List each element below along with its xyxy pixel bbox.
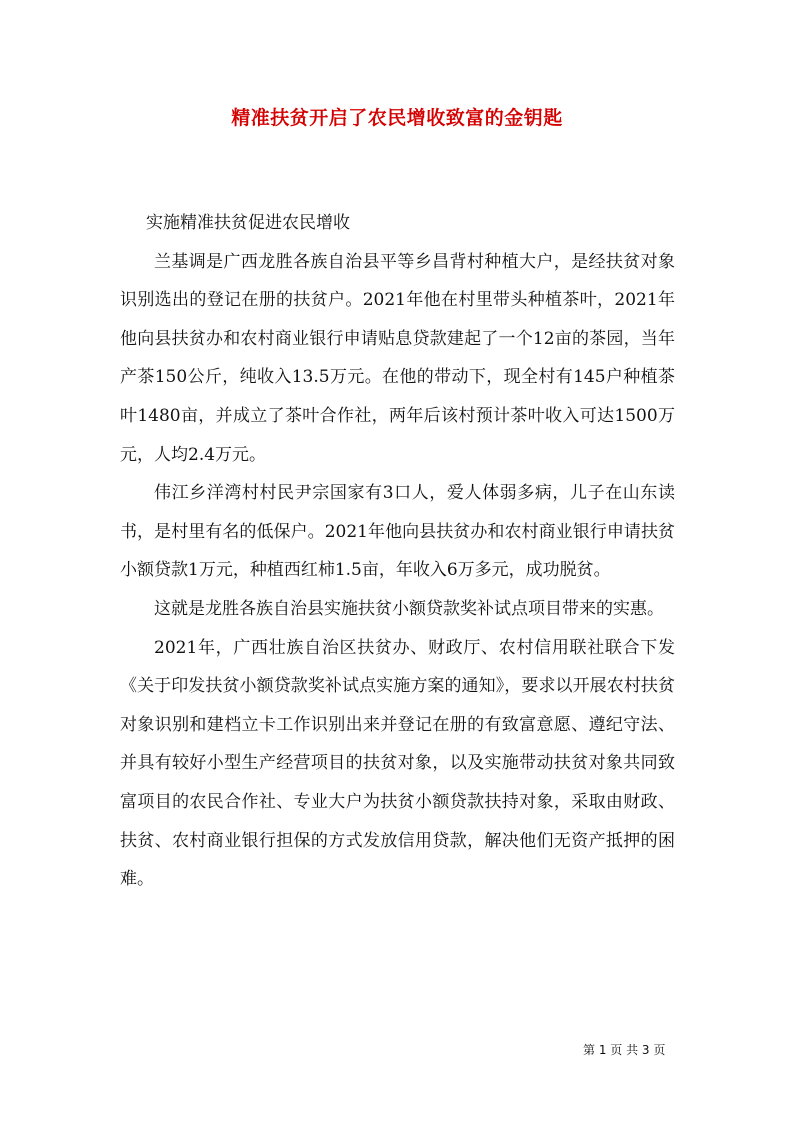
page-number-footer: 第 1 页 共 3 页	[583, 1043, 666, 1057]
paragraph-3: 这就是龙胜各族自治县实施扶贫小额贷款奖补试点项目带来的实惠。	[154, 598, 664, 619]
paragraph-2: 伟江乡洋湾村村民尹宗国家有3口人，爱人体弱多病，儿子在山东读书，是村里有名的低保户。2021年他向县扶贫办和农村商业银行申请扶贫小额贷款1万元，种植西红柿1.5亩，年收入6万多元，成功脱贫。	[120, 483, 675, 581]
paragraph-4: 2021年，广西壮族自治区扶贫办、财政厅、农村信用联社联合下发《关于印发扶贫小额贷款奖补试点实施方案的通知》，要求以开展农村扶贫对象识别和建档立卡工作识别出来并登记在册的有致富意愿、遵纪守法、并具有较好小型生产经营项目的扶贫对象，以及实施带动扶贫对象共同致富项目的农民合作社、专业大户为扶贫小额贷款扶持对象，采取由财政、扶贫、农村商业银行担保的方式发放信用贷款，解决他们无资产抵押的困难。	[120, 637, 675, 890]
paragraph-1: 兰基调是广西龙胜各族自治县平等乡昌背村种植大户，是经扶贫对象识别选出的登记在册的扶贫户。2021年他在村里带头种植茶叶，2021年他向县扶贫办和农村商业银行申请贴息贷款建起了一个12亩的茶园，当年产茶150公斤，纯收入13.5万元。在他的带动下，现全村有145户种植茶叶1480亩，并成立了茶叶合作社，两年后该村预计茶叶收入可达1500万元，人均2.4万元。	[120, 251, 675, 465]
document-title: 精准扶贫开启了农民增收致富的金钥匙	[231, 107, 563, 129]
document-body	[120, 204, 675, 899]
section-subtitle: 实施精准扶贫促进农民增收	[146, 213, 350, 233]
